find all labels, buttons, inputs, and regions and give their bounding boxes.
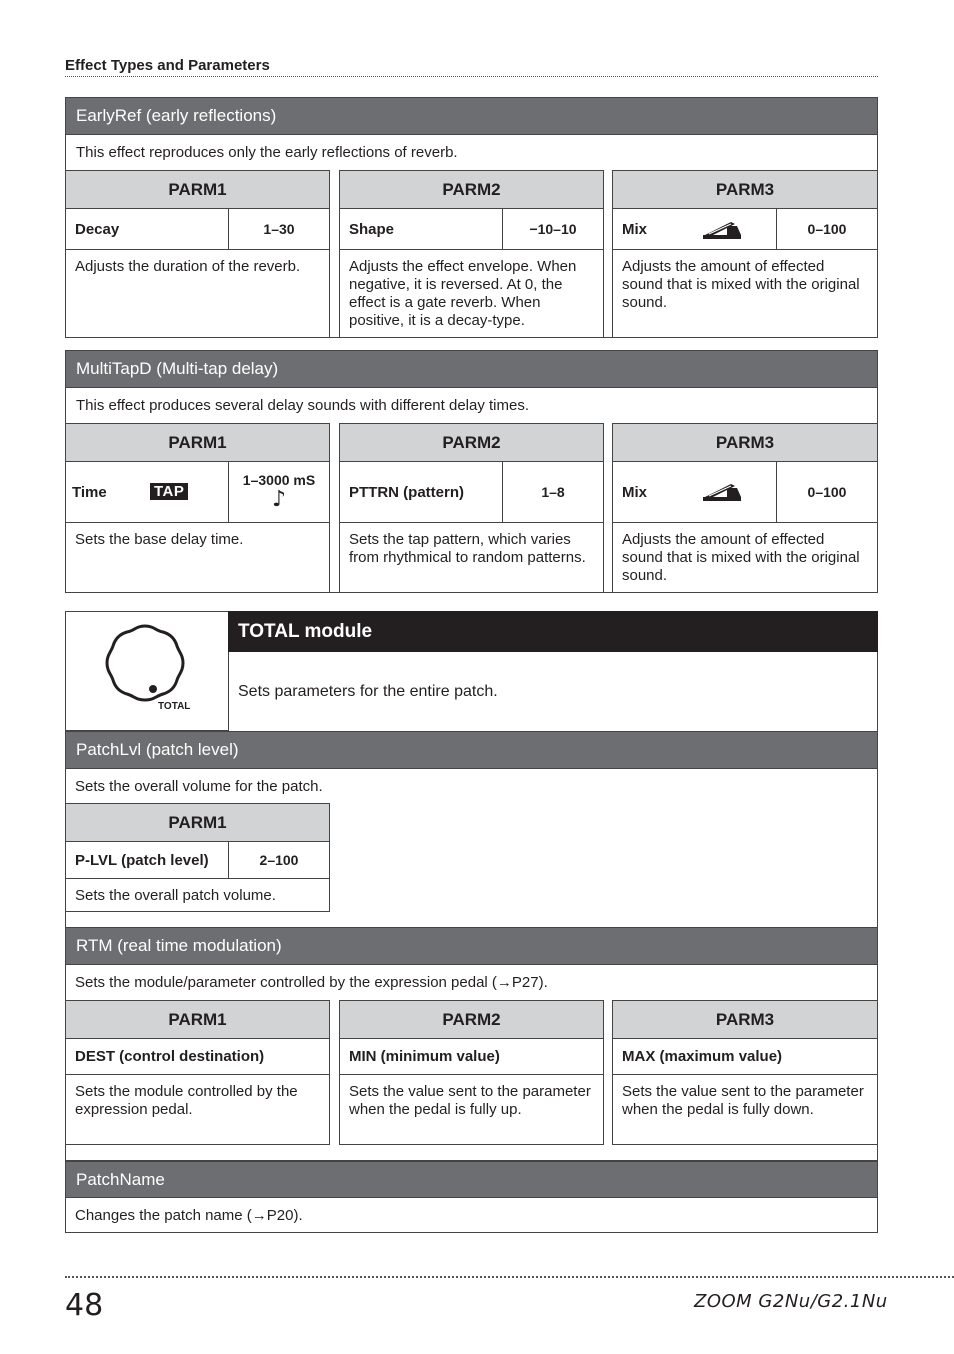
rtm-parm1 [65,1000,330,1145]
parm-name: Shape [340,209,503,249]
parm-range [229,462,329,522]
parm-name-text: Mix [622,483,648,501]
expression-pedal-icon [701,218,743,240]
total-title: TOTAL module [228,611,878,652]
rtm-title: RTM (real time modulation) [65,927,878,965]
parm-name [613,209,777,249]
parm-range: 1–8 [541,484,565,500]
parm-header: PARM1 [66,171,329,209]
parm-name: DEST (control destination) [75,1048,265,1065]
parm-range: 2–100 [259,852,299,868]
parm-description: Adjusts the amount of effected sound that is mixed with the original sound. [622,531,860,584]
multitap-parm3 [612,423,878,593]
parm-range: 0–100 [807,484,847,500]
rtm-desc: Sets the module/parameter controlled by the expression pedal (→P27). [75,974,548,991]
patchlvl-title: PatchLvl (patch level) [65,731,878,769]
parm-name: PTTRN (pattern) [340,462,503,522]
earlyref-parm2 [339,170,604,338]
parm-header: PARM3 [613,424,877,462]
earlyref-parm3 [612,170,878,338]
parm-name-text: Mix [622,220,648,238]
parm-range-text: 1–3000 mS [242,472,316,488]
parm-header: PARM1 [66,804,329,842]
multitap-desc: This effect produces several delay sounds with different delay times. [65,388,878,423]
header-divider [65,76,878,77]
parm-header: PARM2 [340,424,603,462]
total-desc: Sets parameters for the entire patch. [238,683,498,700]
parm-name: MAX (maximum value) [622,1048,783,1065]
knob-label: TOTAL [158,701,191,712]
rtm-parm2 [339,1000,604,1145]
parm-name: MIN (minimum value) [349,1048,500,1065]
parm-description: Sets the value sent to the parameter when the pedal is fully down. [622,1083,864,1118]
page-number: 48 [65,1288,104,1323]
parm-name-text: Time [72,483,107,501]
patchlvl-parm1 [65,803,330,912]
parm-header: PARM3 [613,171,877,209]
parm-description: Sets the base delay time. [75,531,244,548]
parm-range: 0–100 [807,221,847,237]
page-section-title: Effect Types and Parameters [65,57,270,74]
patchname-title: PatchName [65,1160,878,1198]
multitap-parm2 [339,423,604,593]
multitap-parm1 [65,423,330,593]
rtm-parm3 [612,1000,878,1145]
earlyref-title: EarlyRef (early reflections) [65,97,878,135]
expression-pedal-icon [701,480,743,502]
parm-header: PARM1 [66,424,329,462]
footer-divider [65,1276,954,1278]
parm-name [66,462,229,522]
parm-header: PARM2 [340,1001,603,1039]
parm-description: Sets the overall patch volume. [75,887,276,904]
parm-description: Adjusts the effect envelope. When negative, it is reversed. At 0, the effect is a gate reverb. When positive, it is a decay-type. [349,258,577,329]
total-knob-cell [65,611,229,731]
parm-description: Sets the tap pattern, which varies from rhythmical to random patterns. [349,531,586,566]
parm-description: Adjusts the duration of the reverb. [75,258,301,275]
earlyref-parm1 [65,170,330,338]
parm-description: Sets the value sent to the parameter when the pedal is fully up. [349,1083,591,1118]
multitap-title: MultiTapD (Multi-tap delay) [65,350,878,388]
parm-range: −10–10 [529,221,577,237]
total-knob-icon [104,622,186,704]
patchname-desc: Changes the patch name (→P20). [75,1207,303,1224]
parm-description: Sets the module controlled by the expression pedal. [75,1083,298,1118]
parm-header: PARM3 [613,1001,877,1039]
parm-name: Decay [66,209,229,249]
earlyref-desc: This effect reproduces only the early reflections of reverb. [65,135,878,170]
parm-header: PARM1 [66,1001,329,1039]
patchlvl-desc: Sets the overall volume for the patch. [75,778,323,795]
tap-badge: TAP [150,483,188,500]
parm-name: P-LVL (patch level) [66,842,229,878]
product-name: ZOOM G2Nu/G2.1Nu [694,1291,888,1312]
parm-description: Adjusts the amount of effected sound that is mixed with the original sound. [622,258,860,311]
parm-header: PARM2 [340,171,603,209]
parm-name [613,462,777,522]
eighth-note-icon: ♪ [271,487,287,512]
parm-range: 1–30 [263,221,295,237]
